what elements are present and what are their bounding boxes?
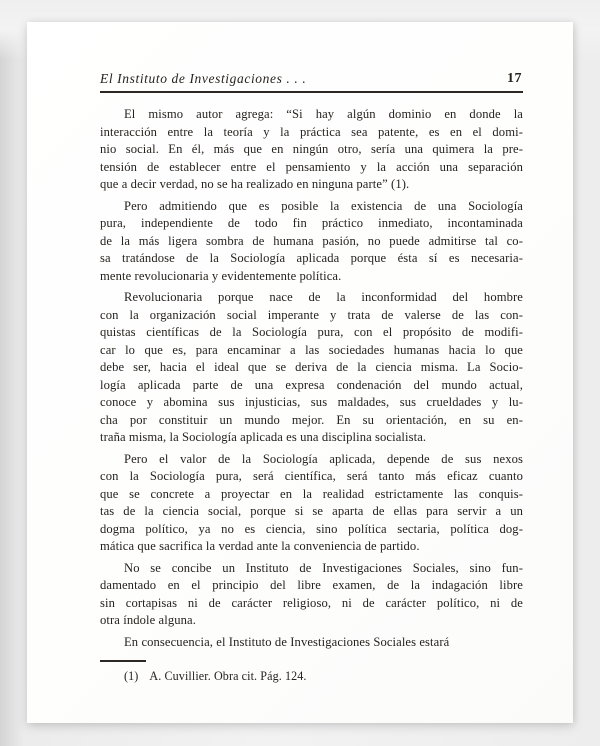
text-line: sin cortapisas ni de carácter religioso, ni de carácter político, ni de (100, 595, 523, 610)
text-line: Pero admitiendo que es posible la existencia de una Sociología (124, 198, 523, 213)
text-line: conoce y abomina sus injusticias, sus maldades, sus crueldades y lu- (100, 395, 523, 409)
text-line: En consecuencia, el Instituto de Investigaciones Sociales estará (124, 634, 450, 649)
paragraph (100, 451, 523, 556)
text-line: quistas científicas de la Sociología pura, con el propósito de modifi- (100, 325, 523, 339)
text-line: debe ser, hacia el ideal que se deriva de la ciencia misma. La Socio- (100, 360, 523, 374)
text-line: pura, independiente de todo fin práctico inmediato, incontaminada (100, 216, 523, 230)
text-line: nio social. En él, más que en ningún otro, sería una quimera la pre- (100, 142, 523, 156)
body-text (100, 106, 523, 651)
text-line: damentado en el principio del libre examen, de la indagación libre (100, 578, 523, 592)
text-line: tensión de establecer entre el pensamiento y la acción una separación (100, 159, 523, 174)
text-line: logía aplicada parte de una expresa condenación del mundo actual, (100, 377, 523, 392)
text-line: car lo que es, para encaminar a las sociedades humanas hacia lo que (100, 342, 523, 357)
paragraph (100, 289, 523, 447)
paragraph (100, 560, 523, 630)
text-line: Revolucionaria porque nace de la inconformidad del hombre (124, 290, 523, 304)
running-header (100, 68, 523, 93)
text-column (100, 68, 523, 684)
text-line: dogma político, ya no es ciencia, sino política sectaria, política dog- (100, 521, 523, 536)
text-line: de la más ligera sombra de humana pasión, no puede admitirse tal co- (100, 233, 523, 248)
footnote-separator (100, 660, 146, 662)
paragraph (100, 106, 523, 194)
text-line: que se concrete a proyectar en la realidad estrictamente las conquis- (100, 486, 523, 501)
text-line: tas de la ciencia social, porque si se aparta de ellas para servir a un (100, 504, 523, 518)
footnote (100, 668, 523, 684)
paragraph (100, 198, 523, 286)
text-line: que a decir verdad, no se ha realizado en ninguna parte” (1). (100, 177, 410, 191)
text-line: sa tratándose de la Sociología aplicada porque ésta sí es necesaria- (100, 251, 523, 265)
text-line: Pero el valor de la Sociología aplicada, depende de sus nexos (124, 451, 523, 466)
text-line: interacción entre la teoría y la práctica sea patente, es en el domi- (100, 124, 523, 139)
running-title: El Instituto de Investigaciones . . . (100, 71, 307, 86)
paragraph (100, 634, 523, 652)
footnote-text: A. Cuvillier. Obra cit. Pág. 124. (149, 669, 307, 683)
text-line: otra índole alguna. (100, 613, 196, 627)
footnote-marker: (1) (124, 669, 139, 683)
text-line: con la organización social imperante y trata de valerse de las con- (100, 307, 523, 322)
text-line: con la Sociología pura, será científica, será tanto más eficaz cuanto (100, 469, 523, 483)
text-line: cha por constituir un mundo mejor. En su orientación, en su en- (100, 412, 523, 427)
text-line: No se concibe un Instituto de Investigaciones Sociales, sino fun- (124, 560, 523, 575)
book-page (27, 22, 573, 723)
text-line: traña misma, la Sociología aplicada es una disciplina socialista. (100, 430, 427, 444)
text-line: mente revolucionaria y evidentemente política. (100, 268, 342, 283)
text-line: El mismo autor agrega: “Si hay algún dominio en donde la (124, 107, 523, 121)
text-line: mática que sacrifica la verdad ante la conveniencia de partido. (100, 539, 420, 553)
page-number: 17 (507, 71, 522, 86)
